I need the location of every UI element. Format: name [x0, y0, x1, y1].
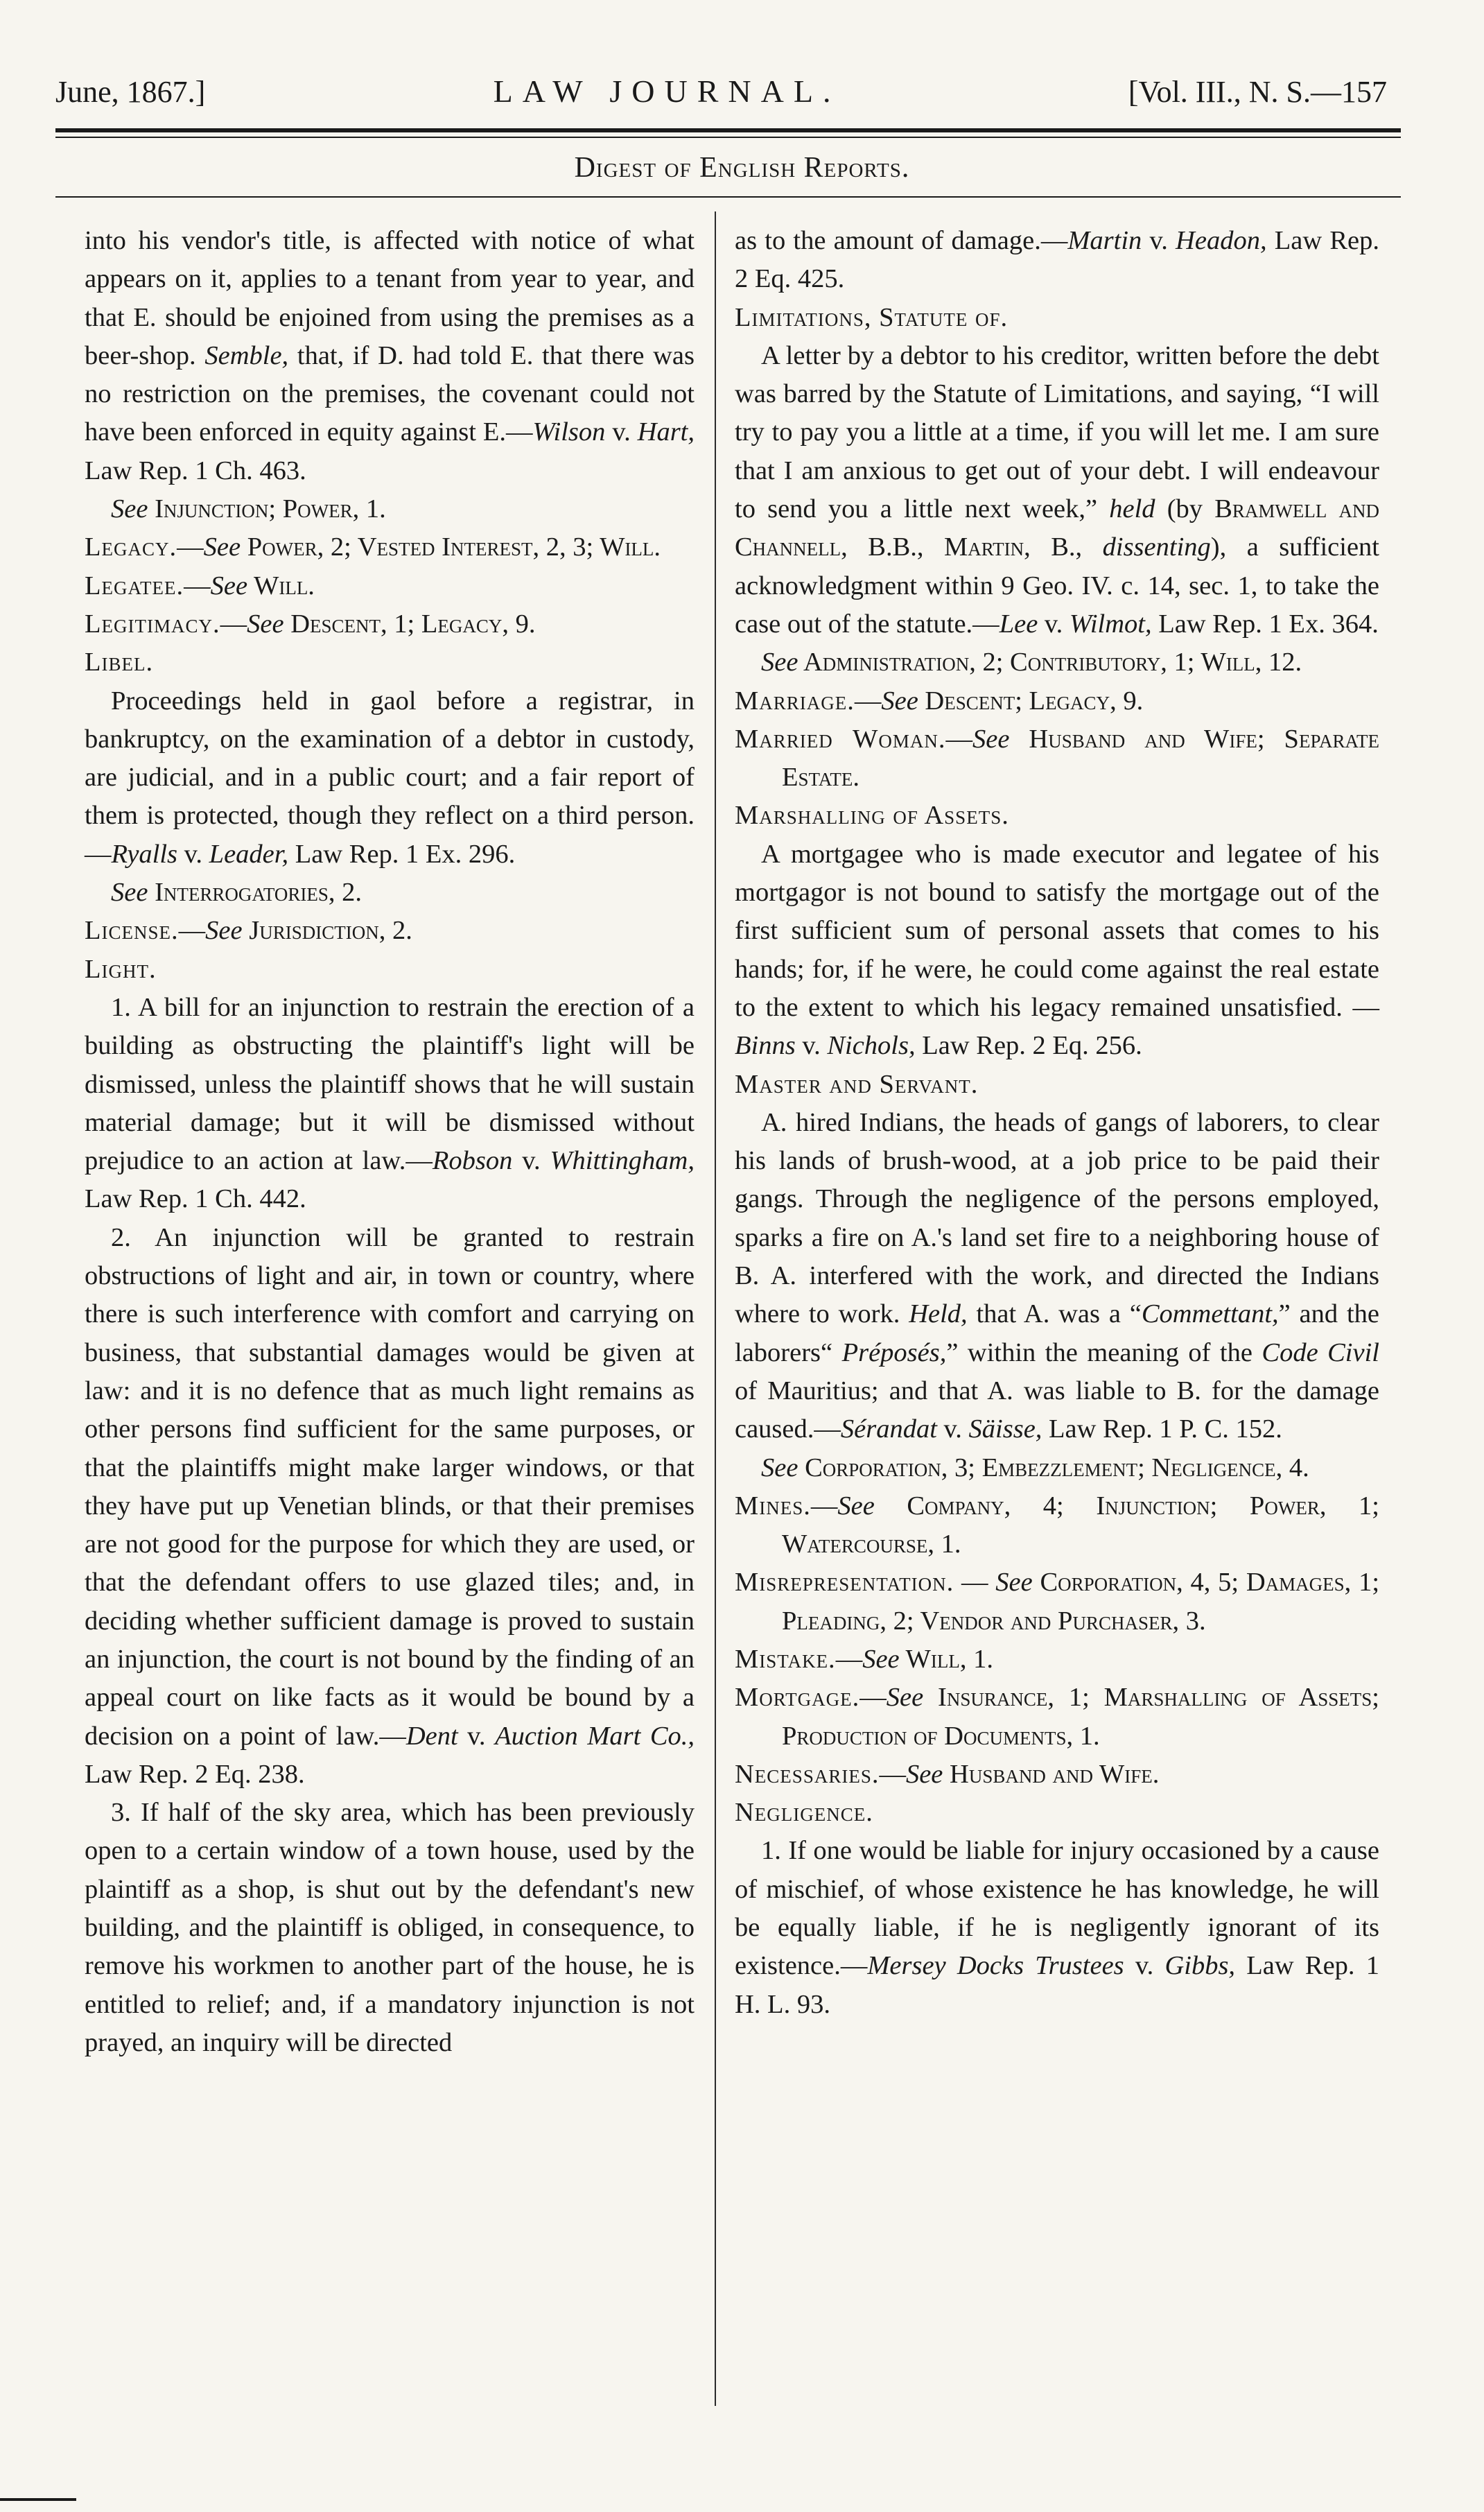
martin-headon-continuation: as to the amount of damage.—Martin v. Headon, Law Rep. 2 Eq. 425. — [735, 226, 1379, 294]
misrepresentation-heading: Misrepresentation. — See Corporation, 4, 5; Damages, 1; Pleading, 2; Vendor and Purchaser, 3. — [735, 1568, 1380, 1636]
left-column — [85, 222, 695, 2062]
see-injunction-ref: See Injunction; Power, 1. — [111, 494, 386, 524]
section-title: Digest of English Reports. — [574, 152, 910, 184]
header-date: June, 1867.] — [55, 75, 206, 109]
wilson-hart-entry: into his vendor's title, is affected with notice of what appears on it, applies to a tenant from year to year, and that E. should be enjoined from using the premises as a beer-shop. Semble, that, if D. had told E. that there was no restriction on the premises, the covenant could not have been enforced in equity against E.—Wilson v. Hart, Law Rep. 1 Ch. 463. — [85, 226, 695, 485]
header-volume-page: [Vol. III., N. S.—157 — [1128, 75, 1387, 109]
header-rule-thick — [55, 128, 1401, 132]
mistake-heading: Mistake.—See Will, 1. — [735, 1644, 993, 1674]
marshalling-paragraph: A mortgagee who is made executor and legatee of his mortgagor is not bound to satisfy the mortgage out of the first sufficient sum of personal assets that comes to his hands; for, if he were, he could come against the real estate to the extent to which his legacy remained unsatisfied. —Binns v. Nichols, Law Rep. 2 Eq. 256. — [735, 839, 1379, 1061]
mortgage-heading: Mortgage.—See Insurance, 1; Marshalling of Assets; Production of Documents, 1. — [735, 1683, 1379, 1751]
see-corporation-ref: See Corporation, 3; Embezzlement; Negligence, 4. — [761, 1453, 1309, 1482]
journal-title: LAW JOURNAL. — [493, 73, 841, 109]
negligence-paragraph-1: 1. If one would be liable for injury occasioned by a cause of mischief, of whose existence he has knowledge, he will be equally liable, if he is negligently ignorant of its existence.—Mersey Docks Trustees v. Gibbs, Law Rep. 1 H. L. 93. — [735, 1836, 1379, 2019]
running-header — [55, 73, 1387, 110]
header-rule-thin — [55, 137, 1401, 138]
mines-heading: Mines.—See Company, 4; Injunction; Power, 1; Watercourse, 1. — [735, 1491, 1379, 1559]
light-paragraph-3: 3. If half of the sky area, which has been previously open to a certain window of a town house, used by the plaintiff as a shop, is shut out by the defendant's new building, and the plaintiff is obliged, in consequence, to remove his workmen to another part of the house, he is entitled to relief; and, if a mandatory injunction is not prayed, an inquiry will be directed — [85, 1798, 695, 2057]
limitations-paragraph: A letter by a debtor to his creditor, written before the debt was barred by the Statute of Limitations, and saying, “I will try to pay you a little at a time, if you will let me. I am sure that I am anxious to get out of your debt. I will endeavour to send you a little next week,” held (by Bramwell and Channell, B.B., Martin, B., dissenting), a sufficient acknowledgment within 9 Geo. IV. c. 14, sec. 1, to take the case out of the statute.—Lee v. Wilmot, Law Rep. 1 Ex. 364. — [735, 340, 1379, 639]
column-divider — [715, 211, 716, 2406]
libel-heading: Libel. — [85, 648, 154, 677]
master-servant-paragraph: A. hired Indians, the heads of gangs of laborers, to clear his lands of brush-wood, at a job price to be paid their gangs. Through the negligence of the persons employed, sparks a fire on A.'s land set fire to a neighboring house of B. A. interfered with the work, and directed the Indians where to work. Held, that A. was a “Commettant,” and the laborers“ Préposés,” within the meaning of the Code Civil of Mauritius; and that A. was liable to B. for the damage caused.—Sérandat v. Säisse, Law Rep. 1 P. C. 152. — [735, 1107, 1379, 1444]
light-heading: Light. — [85, 954, 157, 984]
see-interrogatories-ref: See Interrogatories, 2. — [111, 878, 363, 908]
limitations-heading: Limitations, Statute of. — [735, 302, 1009, 332]
marriage-heading: Marriage.—See Descent; Legacy, 9. — [735, 686, 1144, 716]
legatee-heading: Legatee.—See Will. — [85, 571, 315, 600]
license-heading: License.—See Jurisdiction, 2. — [85, 916, 412, 946]
right-column — [735, 222, 1379, 2024]
legitimacy-heading: Legitimacy.—See Descent, 1; Legacy, 9. — [85, 609, 536, 639]
legacy-heading: Legacy.—See Power, 2; Vested Interest, 2, 3; Will. — [85, 532, 661, 562]
light-paragraph-2: 2. An injunction will be granted to restrain obstructions of light and air, in town or country, where there is such interference with comfort and carrying on business, that substantial damages would be given at law: and it is no defence that as much light remains as other persons find sufficient for the same purposes, or that the plaintiffs might make larger windows, or that they have put up Venetian blinds, or that their premises are not good for the purpose for which they are used, or that the defendant offers to use glazed tiles; and, in deciding whether sufficient damage is proved to sustain an injunction, the court is not bound by the finding of an appeal court on like facts as it would be bound by a decision on a point of law.—Dent v. Auction Mart Co., Law Rep. 2 Eq. 238. — [85, 1222, 695, 1789]
married-woman-heading: Married Woman.—See Husband and Wife; Separate Estate. — [735, 724, 1379, 792]
light-paragraph-1: 1. A bill for an injunction to restrain the erection of a building as obstructing the plaintiff's light will be dismissed, unless the plaintiff shows that he will sustain material damage; but it will be dismissed without prejudice to an action at law.—Robson v. Whittingham, Law Rep. 1 Ch. 442. — [85, 992, 695, 1214]
footer-rule — [0, 2498, 76, 2501]
section-rule — [55, 196, 1401, 198]
necessaries-heading: Necessaries.—See Husband and Wife. — [735, 1759, 1160, 1789]
see-administration-ref: See Administration, 2; Contributory, 1; Will, 12. — [761, 648, 1302, 677]
master-servant-heading: Master and Servant. — [735, 1069, 979, 1099]
marshalling-heading: Marshalling of Assets. — [735, 801, 1009, 831]
libel-paragraph: Proceedings held in gaol before a registrar, in bankruptcy, on the examination of a debtor in custody, are judicial, and in a public court; and a fair report of them is protected, though they reflect on a third person.—Ryalls v. Leader, Law Rep. 1 Ex. 296. — [85, 686, 695, 869]
negligence-heading: Negligence. — [735, 1798, 873, 1828]
